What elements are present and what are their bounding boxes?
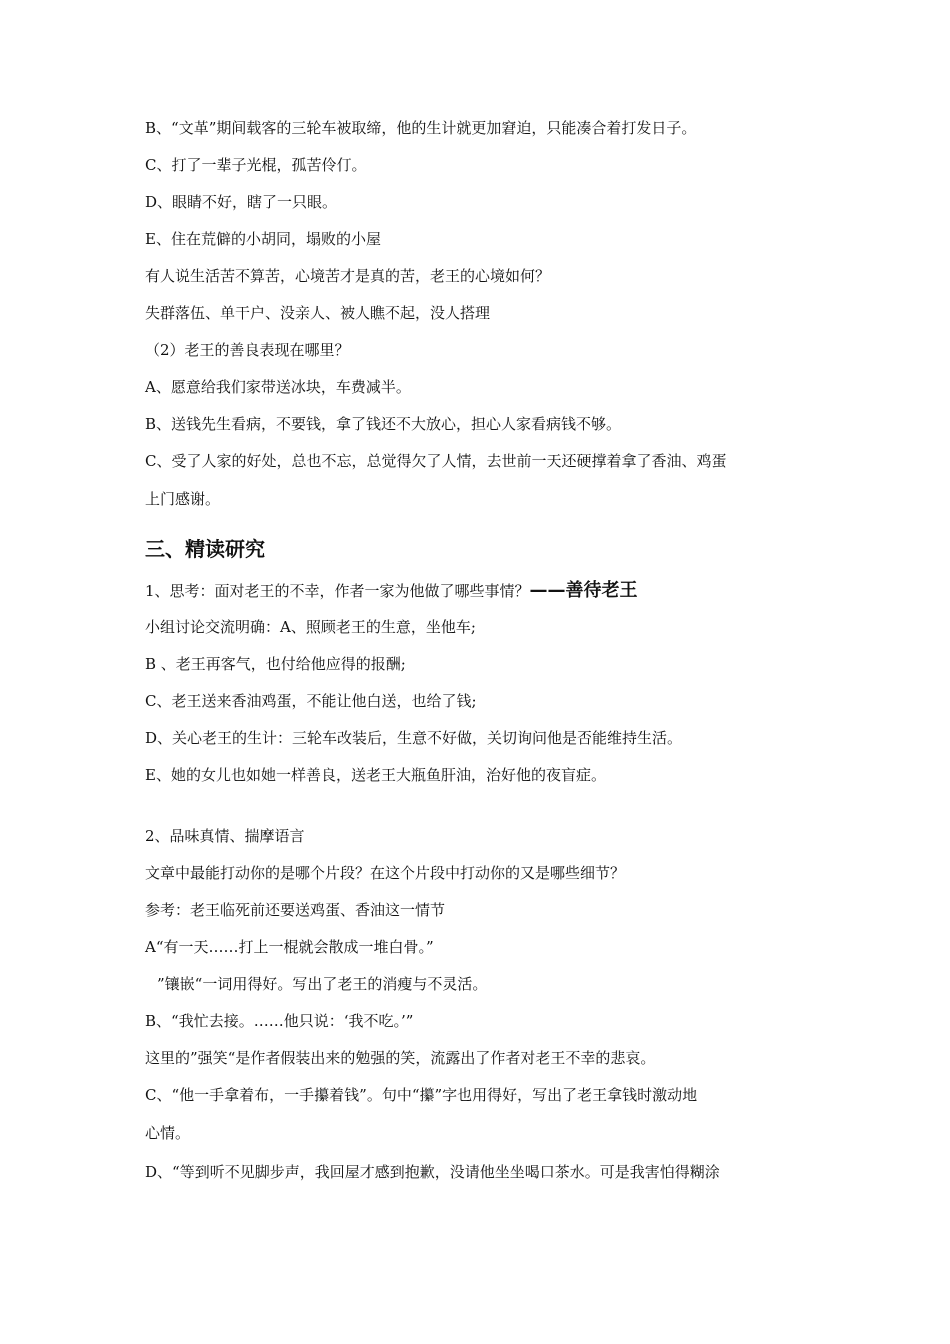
text-line: B、送钱先生看病，不要钱，拿了钱还不大放心，担心人家看病钱不够。 — [145, 415, 622, 433]
text-line: 2、品味真情、揣摩语言 — [145, 827, 305, 845]
paragraph-gap — [145, 794, 825, 818]
text-line: C、打了一辈子光棍，孤苦伶仃。 — [145, 156, 367, 174]
text-line: B、“我忙去接。……他只说：‘我不吃。’” — [145, 1012, 414, 1030]
text-line: 上门感谢。 — [145, 490, 221, 508]
text-line: 小组讨论交流明确：A、照顾老王的生意，坐他车; — [145, 618, 476, 636]
text-line: 参考：老王临死前还要送鸡蛋、香油这一情节 — [145, 901, 446, 919]
document-page — [145, 110, 825, 1191]
text-line: 这里的”强笑“是作者假装出来的勉强的笑，流露出了作者对老王不幸的悲哀。 — [145, 1049, 656, 1067]
question-1-text: 1、思考：面对老王的不幸，作者一家为他做了哪些事情？ — [145, 582, 530, 600]
question-1 — [145, 572, 825, 609]
text-line: C、“他一手拿着布，一手攥着钱”。句中“攥”字也用得好，写出了老王拿钱时激动地 — [145, 1086, 698, 1104]
text-line: B 、老王再客气，也付给他应得的报酬; — [145, 655, 406, 673]
text-line: ”镶嵌“一词用得好。写出了老王的消瘦与不灵活。 — [157, 975, 488, 993]
section-heading: 三、精读研究 — [145, 537, 265, 561]
text-line: A“有一天……打上一棍就会散成一堆白骨。” — [145, 938, 434, 956]
text-line: D、关心老王的生计：三轮车改装后，生意不好做，关切询问他是否能维持生活。 — [145, 729, 683, 747]
text-line: （2）老王的善良表现在哪里？ — [145, 341, 350, 359]
text-line: E、她的女儿也如她一样善良，送老王大瓶鱼肝油，治好他的夜盲症。 — [145, 766, 606, 784]
text-line: 心情。 — [145, 1124, 191, 1142]
text-line: 失群落伍、单干户、没亲人、被人瞧不起，没人搭理 — [145, 304, 491, 322]
text-line: E、住在荒僻的小胡同，塌败的小屋 — [145, 230, 381, 248]
text-line: D、眼睛不好，瞎了一只眼。 — [145, 193, 338, 211]
text-line: D、“等到听不见脚步声，我回屋才感到抱歉，没请他坐坐喝口茶水。可是我害怕得糊涂 — [145, 1163, 720, 1181]
text-line: C、老王送来香油鸡蛋，不能让他白送，也给了钱; — [145, 692, 477, 710]
text-line: 文章中最能打动你的是哪个片段？在这个片段中打动你的又是哪些细节？ — [145, 864, 626, 882]
text-line: B、“文革”期间载客的三轮车被取缔，他的生计就更加窘迫，只能凑合着打发日子。 — [145, 119, 697, 137]
text-line: C、受了人家的好处，总也不忘，总觉得欠了人情，去世前一天还硬撑着拿了香油、鸡蛋 — [145, 452, 727, 470]
question-1-emphasis: ——善待老王 — [529, 580, 638, 601]
text-line: 有人说生活苦不算苦，心境苦才是真的苦，老王的心境如何？ — [145, 267, 551, 285]
text-line: A、愿意给我们家带送冰块，车费减半。 — [145, 378, 411, 396]
